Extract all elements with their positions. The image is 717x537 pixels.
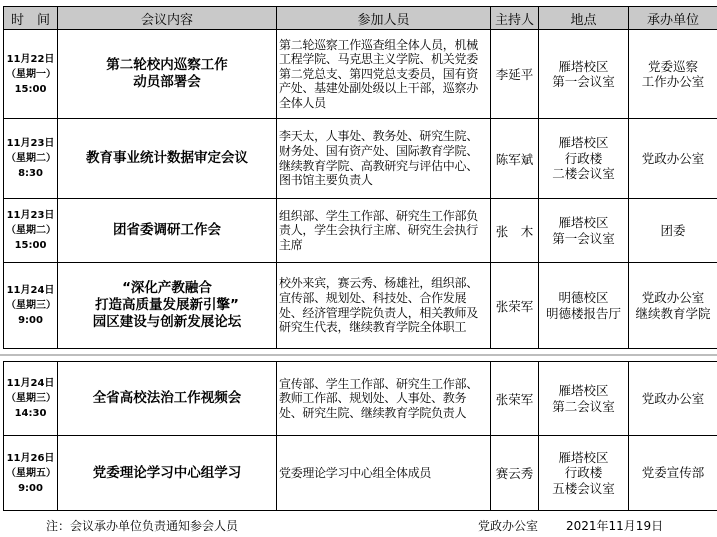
time-cell	[4, 263, 58, 349]
time-cell	[4, 199, 58, 263]
meeting-title: 党委理论学习中心组学习	[58, 436, 277, 511]
weekday: （星期三）	[6, 393, 56, 404]
location: 雁塔校区 行政楼 五楼会议室	[539, 436, 629, 511]
location: 雁塔校区 第一会议室	[539, 30, 629, 119]
header-attendees: 参加人员	[277, 7, 491, 30]
table-header-row	[4, 7, 717, 30]
weekday: （星期一）	[6, 68, 56, 80]
table-row	[4, 362, 717, 436]
organizer: 党委宣传部	[629, 436, 717, 511]
table-row	[4, 436, 717, 511]
clock-time: 14:30	[14, 408, 47, 419]
date: 11月23日	[6, 210, 55, 221]
table-row	[4, 263, 717, 349]
location: 雁塔校区 行政楼 二楼会议室	[539, 119, 629, 199]
host: 陈军斌	[491, 119, 539, 199]
host: 张荣军	[491, 263, 539, 349]
meeting-title: 团省委调研工作会	[58, 199, 277, 263]
date: 11月22日	[6, 53, 55, 65]
table-row	[4, 199, 717, 263]
organizer: 党委巡察 工作办公室	[629, 30, 717, 119]
table-row	[4, 119, 717, 199]
footer-date: 2021年11月19日	[566, 519, 664, 533]
weekday: （星期三）	[6, 300, 56, 311]
attendees: 李天太，人事处、教务处、研究生院、财务处、国有资产处、国际教育学院、继续教育学院、高教研究与评估中心、图书馆主要负责人	[277, 119, 491, 199]
clock-time: 9:00	[18, 482, 43, 494]
organizer: 团委	[629, 199, 717, 263]
location: 雁塔校区 第一会议室	[539, 199, 629, 263]
footer-note: 注：会议承办单位负责通知参会人员	[46, 519, 239, 533]
meeting-title: 教育事业统计数据审定会议	[58, 119, 277, 199]
meeting-title: 第二轮校内巡察工作 动员部署会	[58, 30, 277, 119]
date: 11月24日	[6, 285, 55, 296]
host: 张 木	[491, 199, 539, 263]
header-location: 地点	[539, 7, 629, 30]
attendees: 宣传部、学生工作部、研究生工作部、教师工作部、规划处、人事处、教务处、研究生院、继续教育学院负责人	[277, 362, 491, 436]
attendees: 第二轮巡察工作巡查组全体人员，机械工程学院、马克思主义学院、机关党委第二党总支、第四党总支委员，国有资产处、基建处副处级以上干部，巡察办全体人员	[277, 30, 491, 119]
table-row	[4, 30, 717, 119]
clock-time: 9:00	[18, 315, 43, 326]
meeting-title: 全省高校法治工作视频会	[58, 362, 277, 436]
location: 明德校区 明德楼报告厅	[539, 263, 629, 349]
page-break-separator	[0, 351, 717, 359]
date: 11月23日	[6, 138, 55, 149]
attendees: 组织部、学生工作部、研究生工作部负责人，学生会执行主席、研究生会执行主席	[277, 199, 491, 263]
time-cell	[4, 30, 58, 119]
footer-office: 党政办公室	[478, 519, 539, 533]
header-time: 时 间	[4, 7, 58, 30]
time-cell	[4, 436, 58, 511]
time-cell	[4, 362, 58, 436]
weekday: （星期二）	[6, 225, 56, 236]
clock-time: 15:00	[14, 83, 47, 95]
organizer: 党政办公室	[629, 119, 717, 199]
header-host: 主持人	[491, 7, 539, 30]
meeting-schedule-table-top	[3, 6, 717, 349]
location: 雁塔校区 第二会议室	[539, 362, 629, 436]
date: 11月24日	[6, 378, 55, 389]
host: 张荣军	[491, 362, 539, 436]
time-cell	[4, 119, 58, 199]
organizer: 党政办公室	[629, 362, 717, 436]
meeting-schedule-table-bottom	[3, 361, 717, 511]
weekday: （星期二）	[6, 153, 56, 164]
organizer: 党政办公室 继续教育学院	[629, 263, 717, 349]
header-organizer: 承办单位	[629, 7, 717, 30]
clock-time: 15:00	[14, 240, 47, 251]
attendees: 校外来宾，赛云秀、杨雄社，组织部、宣传部、规划处、科技处、合作发展处、经济管理学院负责人，相关教师及研究生代表，继续教育学院全体职工	[277, 263, 491, 349]
attendees: 党委理论学习中心组全体成员	[277, 436, 491, 511]
host: 李延平	[491, 30, 539, 119]
date: 11月26日	[6, 452, 55, 464]
weekday: （星期五）	[6, 467, 56, 479]
host: 赛云秀	[491, 436, 539, 511]
meeting-title: “深化产教融合 打造高质量发展新引擎” 园区建设与创新发展论坛	[58, 263, 277, 349]
header-content: 会议内容	[58, 7, 277, 30]
clock-time: 8:30	[18, 168, 43, 179]
